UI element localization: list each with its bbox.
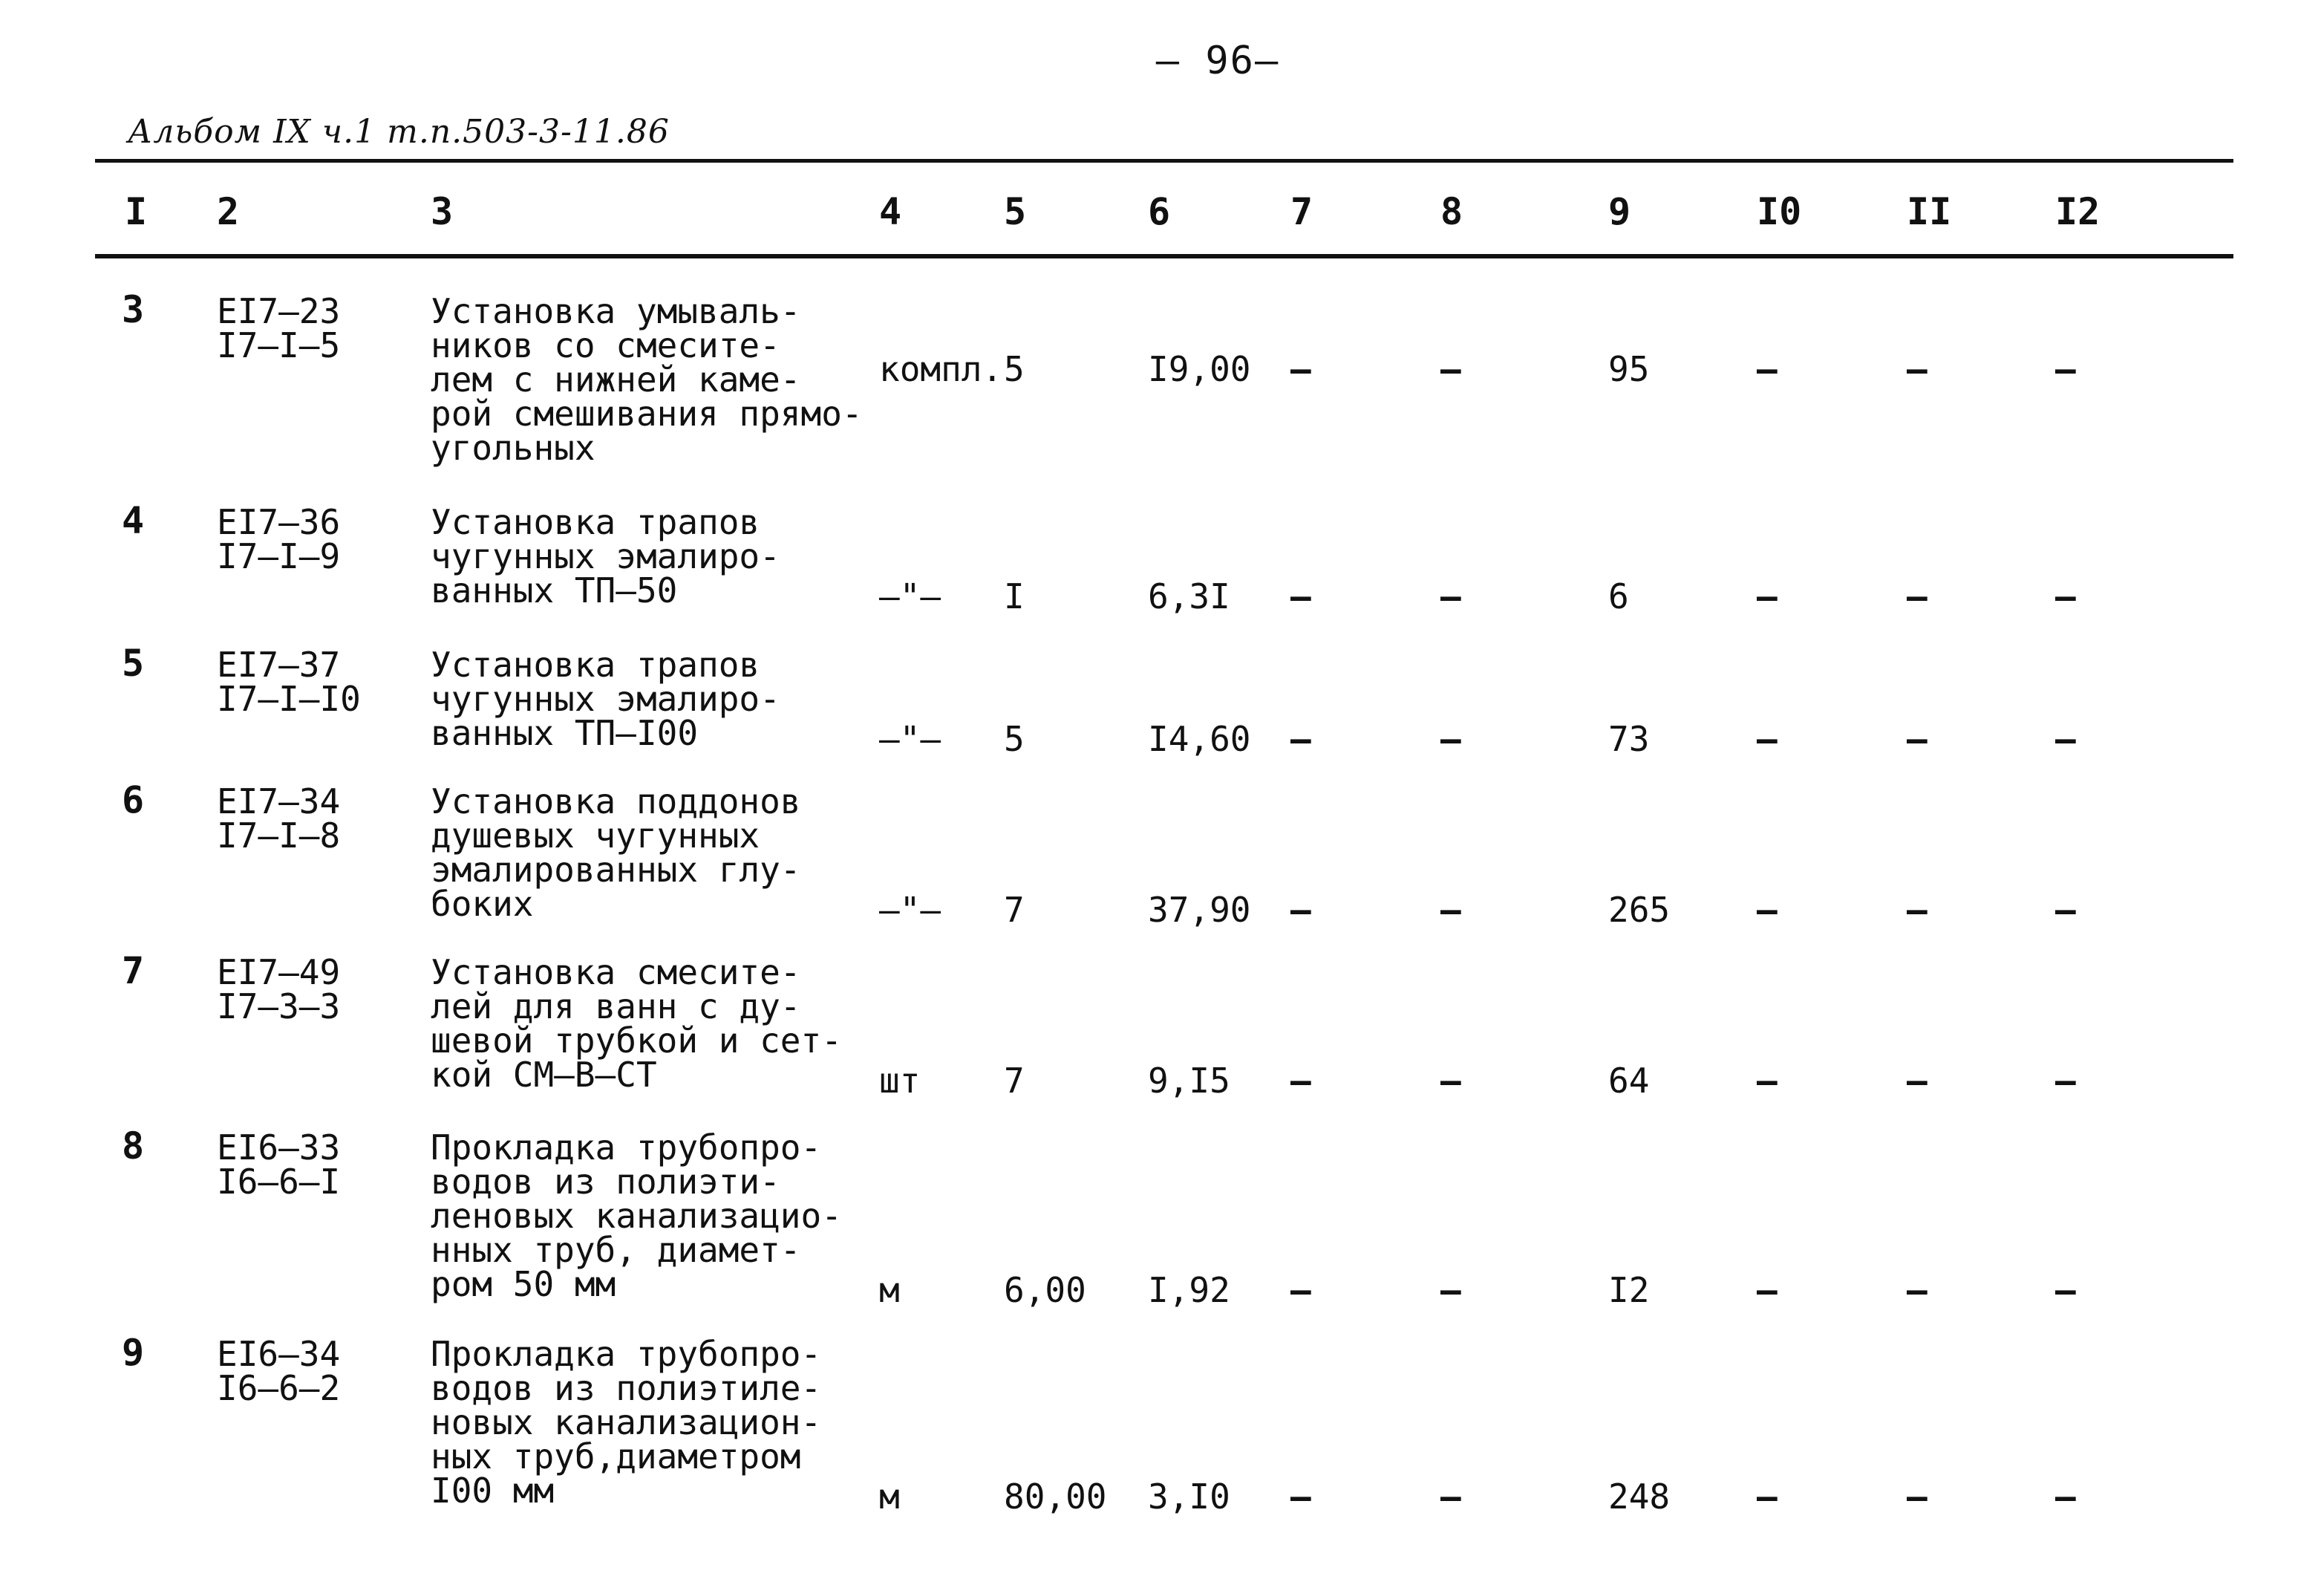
row-codes (217, 1127, 341, 1202)
row-col11: – (1907, 890, 1928, 930)
row-col10: – (1757, 890, 1778, 930)
row-codes (217, 291, 341, 365)
row-col7: – (1290, 1477, 1311, 1517)
row-quantity: 5 (1004, 349, 1025, 389)
row-quantity: 5 (1004, 719, 1025, 759)
column-header: 5 (1004, 190, 1027, 233)
column-header: II (1907, 190, 1952, 233)
row-col10: – (1757, 1061, 1778, 1101)
row-col7: – (1290, 576, 1311, 616)
row-col8: – (1440, 1477, 1461, 1517)
row-col7: – (1290, 349, 1311, 389)
row-col7: – (1290, 719, 1311, 759)
row-quantity: 6,00 (1004, 1270, 1086, 1310)
column-header: 6 (1148, 190, 1171, 233)
description-line: эмалированных глу- (431, 850, 801, 890)
description-line: ром 50 мм (431, 1264, 616, 1304)
code-line: EI7–34 (217, 781, 341, 821)
row-col10: – (1757, 576, 1778, 616)
description-line: нных труб, диамет- (431, 1230, 801, 1270)
description-line: чугунных эмалиро- (431, 679, 780, 719)
row-unit-price: 3,I0 (1148, 1477, 1230, 1517)
row-unit: м (879, 1270, 900, 1310)
description-line: угольных (431, 428, 595, 468)
row-quantity: I (1004, 576, 1025, 616)
album-note: Альбом IX ч.1 т.п.503-3-11.86 (128, 113, 670, 151)
column-header: 8 (1440, 190, 1463, 233)
description-line: чугунных эмалиро- (431, 536, 780, 576)
description-line: Установка умываль- (431, 291, 801, 331)
description-line: I00 мм (431, 1471, 555, 1511)
row-total: 95 (1608, 349, 1650, 389)
row-quantity: 7 (1004, 1061, 1025, 1101)
description-line: Прокладка трубопро- (431, 1127, 822, 1168)
table-header (0, 190, 2324, 242)
row-codes (217, 502, 341, 576)
row-unit: шт (879, 1061, 921, 1101)
description-line: ников со смесите- (431, 325, 780, 365)
row-codes (217, 1334, 341, 1408)
row-unit: –"– (879, 890, 941, 930)
row-quantity: 80,00 (1004, 1477, 1107, 1517)
row-col10: – (1757, 1477, 1778, 1517)
code-line: I7–I–9 (217, 536, 341, 576)
row-col8: – (1440, 719, 1461, 759)
row-col12: – (2055, 1477, 2076, 1517)
code-line: I6–6–I (217, 1162, 341, 1202)
code-line: EI7–37 (217, 645, 341, 685)
column-header: I0 (1757, 190, 1802, 233)
description-line: шевой трубкой и сет- (431, 1020, 842, 1061)
description-line: ных труб,диаметром (431, 1436, 801, 1477)
description-line: душевых чугунных (431, 815, 760, 856)
description-line: Установка трапов (431, 502, 760, 542)
code-line: EI7–23 (217, 291, 341, 331)
column-header: I (125, 190, 148, 233)
row-codes (217, 781, 341, 856)
row-unit: компл. (879, 349, 1003, 389)
row-total: I2 (1608, 1270, 1650, 1310)
row-col12: – (2055, 576, 2076, 616)
description-line: ванных ТП–I00 (431, 713, 699, 753)
row-codes (217, 645, 361, 719)
column-header: 3 (431, 190, 454, 233)
column-header: 7 (1290, 190, 1313, 233)
description-line: лей для ванн с ду- (431, 986, 801, 1026)
row-unit-price: 9,I5 (1148, 1061, 1230, 1101)
row-col12: – (2055, 1270, 2076, 1310)
description-line: новых канализацион- (431, 1402, 822, 1442)
description-line: Прокладка трубопро- (431, 1334, 822, 1374)
row-unit-price: 6,3I (1148, 576, 1230, 616)
row-col7: – (1290, 1270, 1311, 1310)
row-total: 6 (1608, 576, 1629, 616)
row-number: 9 (122, 1331, 145, 1374)
row-col8: – (1440, 1061, 1461, 1101)
row-total: 64 (1608, 1061, 1650, 1101)
column-header: I2 (2055, 190, 2101, 233)
row-col10: – (1757, 349, 1778, 389)
row-unit-price: I4,60 (1148, 719, 1251, 759)
row-col12: – (2055, 1061, 2076, 1101)
row-description (431, 781, 801, 924)
row-number: 5 (122, 642, 145, 685)
code-line: I7–I–I0 (217, 679, 361, 719)
row-description (431, 291, 863, 468)
row-col11: – (1907, 1477, 1928, 1517)
row-col12: – (2055, 349, 2076, 389)
row-col10: – (1757, 1270, 1778, 1310)
code-line: I7–3–3 (217, 986, 341, 1026)
column-header: 9 (1608, 190, 1631, 233)
code-line: EI6–33 (217, 1127, 341, 1168)
row-unit: –"– (879, 719, 941, 759)
row-description (431, 645, 780, 753)
row-col11: – (1907, 576, 1928, 616)
header-rule (95, 254, 2233, 258)
description-line: Установка смесите- (431, 952, 801, 992)
row-col10: – (1757, 719, 1778, 759)
description-line: боких (431, 884, 534, 924)
column-header: 2 (217, 190, 240, 233)
row-number: 8 (122, 1124, 145, 1168)
row-col12: – (2055, 719, 2076, 759)
row-col8: – (1440, 890, 1461, 930)
row-number: 6 (122, 778, 145, 821)
description-line: Установка поддонов (431, 781, 801, 821)
row-col8: – (1440, 1270, 1461, 1310)
row-unit-price: I9,00 (1148, 349, 1251, 389)
row-col11: – (1907, 349, 1928, 389)
row-col11: – (1907, 719, 1928, 759)
description-line: водов из полиэти- (431, 1162, 780, 1202)
row-col12: – (2055, 890, 2076, 930)
page-number: – 96– (1155, 39, 1280, 83)
code-line: I7–I–8 (217, 815, 341, 856)
column-header: 4 (879, 190, 902, 233)
description-line: кой СМ–В–СТ (431, 1055, 657, 1095)
row-total: 248 (1608, 1477, 1671, 1517)
code-line: EI7–49 (217, 952, 341, 992)
row-total: 73 (1608, 719, 1650, 759)
row-number: 3 (122, 288, 145, 331)
row-unit: м (879, 1477, 900, 1517)
row-description (431, 1127, 842, 1304)
description-line: Установка трапов (431, 645, 760, 685)
row-total: 265 (1608, 890, 1671, 930)
description-line: рой смешивания прямо- (431, 394, 863, 434)
row-number: 7 (122, 949, 145, 992)
description-line: лем с нижней каме- (431, 359, 801, 400)
code-line: EI6–34 (217, 1334, 341, 1374)
row-description (431, 952, 842, 1095)
row-col7: – (1290, 890, 1311, 930)
description-line: ванных ТП–50 (431, 570, 678, 611)
row-unit: –"– (879, 576, 941, 616)
row-unit-price: 37,90 (1148, 890, 1251, 930)
row-col11: – (1907, 1270, 1928, 1310)
row-unit-price: I,92 (1148, 1270, 1230, 1310)
row-description (431, 502, 780, 611)
row-col8: – (1440, 576, 1461, 616)
code-line: I6–6–2 (217, 1368, 341, 1408)
top-rule (95, 159, 2233, 163)
description-line: водов из полиэтиле- (431, 1368, 822, 1408)
row-description (431, 1334, 822, 1511)
row-quantity: 7 (1004, 890, 1025, 930)
row-col7: – (1290, 1061, 1311, 1101)
description-line: леновых канализацио- (431, 1196, 842, 1236)
row-codes (217, 952, 341, 1026)
code-line: EI7–36 (217, 502, 341, 542)
row-col11: – (1907, 1061, 1928, 1101)
row-number: 4 (122, 499, 145, 542)
row-col8: – (1440, 349, 1461, 389)
code-line: I7–I–5 (217, 325, 341, 365)
